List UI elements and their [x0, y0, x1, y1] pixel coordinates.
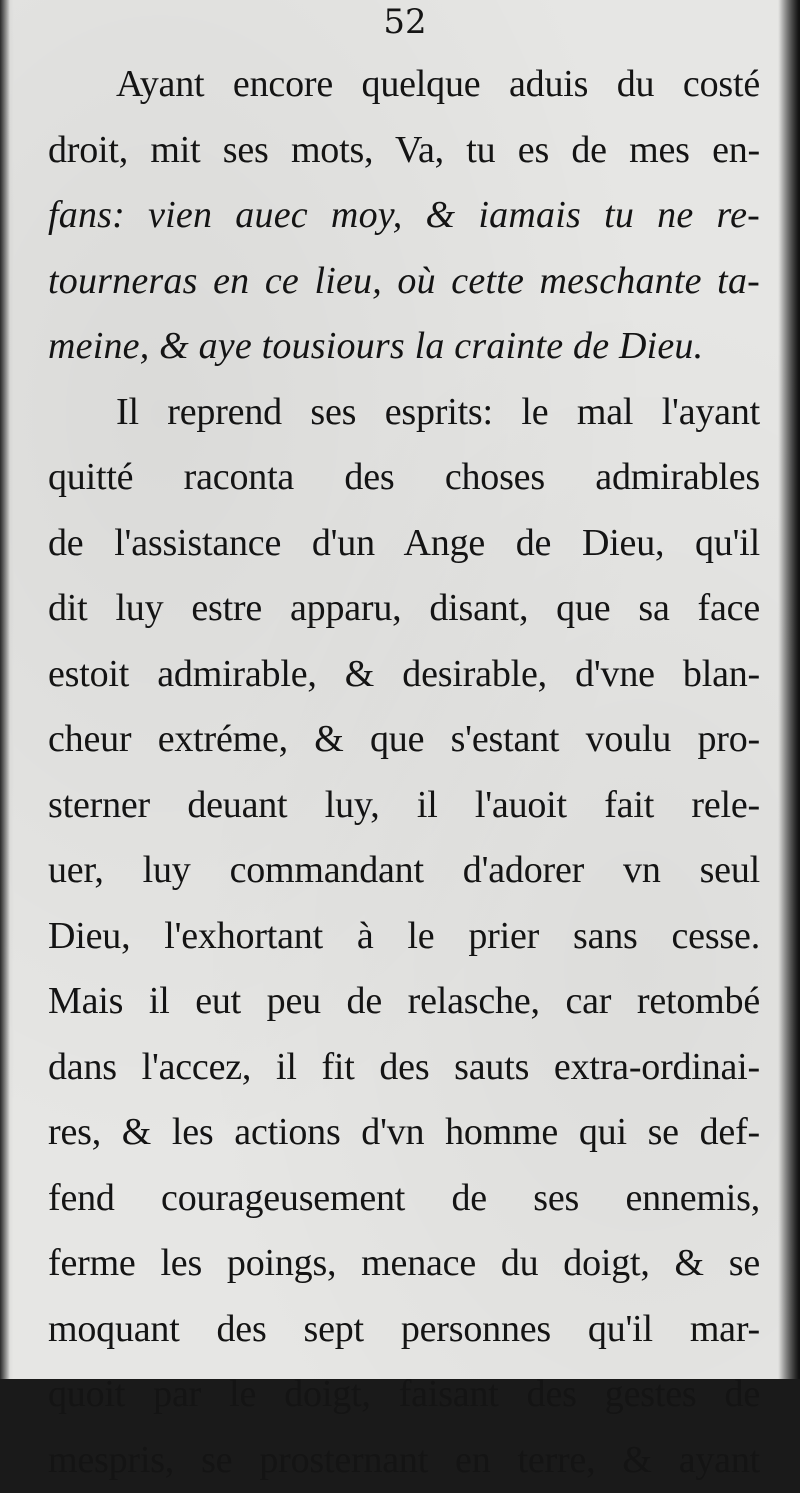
text-line: quoit par le doigt, faisant des gestes de — [48, 1362, 760, 1428]
text-line: uer, luy commandant d'adorer vn seul — [48, 838, 760, 904]
text-line: mespris, se prosternant en terre, & ayant — [48, 1428, 760, 1493]
text-line: estoit admirable, & desirable, d'vne blan- — [48, 642, 760, 708]
text-line: droit, mit ses mots, Va, tu es de mes en- — [48, 118, 760, 184]
text-line: cheur extréme, & que s'estant voulu pro- — [48, 707, 760, 773]
text-line: dit luy estre apparu, disant, que sa face — [48, 576, 760, 642]
text-line: Dieu, l'exhortant à le prier sans cesse. — [48, 904, 760, 970]
text-line: fend courageusement de ses ennemis, — [48, 1166, 760, 1232]
text-line: res, & les actions d'vn homme qui se def- — [48, 1100, 760, 1166]
text-line: Mais il eut peu de relasche, car retombé — [48, 969, 760, 1035]
text-line: ferme les poings, menace du doigt, & se — [48, 1231, 760, 1297]
text-line: Ayant encore quelque aduis du costé — [48, 52, 760, 118]
text-line: de l'assistance d'un Ange de Dieu, qu'il — [48, 511, 760, 577]
text-line: fans: vien auec moy, & iamais tu ne re- — [48, 183, 760, 249]
page-left-shadow — [0, 0, 10, 1379]
text-line: Il reprend ses esprits: le mal l'ayant — [48, 380, 760, 446]
body-text — [48, 52, 760, 1493]
text-line: quitté raconta des choses admirables — [48, 445, 760, 511]
page-number: 52 — [375, 2, 435, 42]
text-line: meine, & aye tousiours la crainte de Dieu. — [48, 314, 760, 380]
text-line: tourneras en ce lieu, où cette meschante ta- — [48, 249, 760, 315]
text-line: dans l'accez, il fit des sauts extra-ordinai- — [48, 1035, 760, 1101]
text-line: sterner deuant luy, il l'auoit fait rele- — [48, 773, 760, 839]
text-line: moquant des sept personnes qu'il mar- — [48, 1297, 760, 1363]
page-right-shadow — [778, 0, 800, 1379]
